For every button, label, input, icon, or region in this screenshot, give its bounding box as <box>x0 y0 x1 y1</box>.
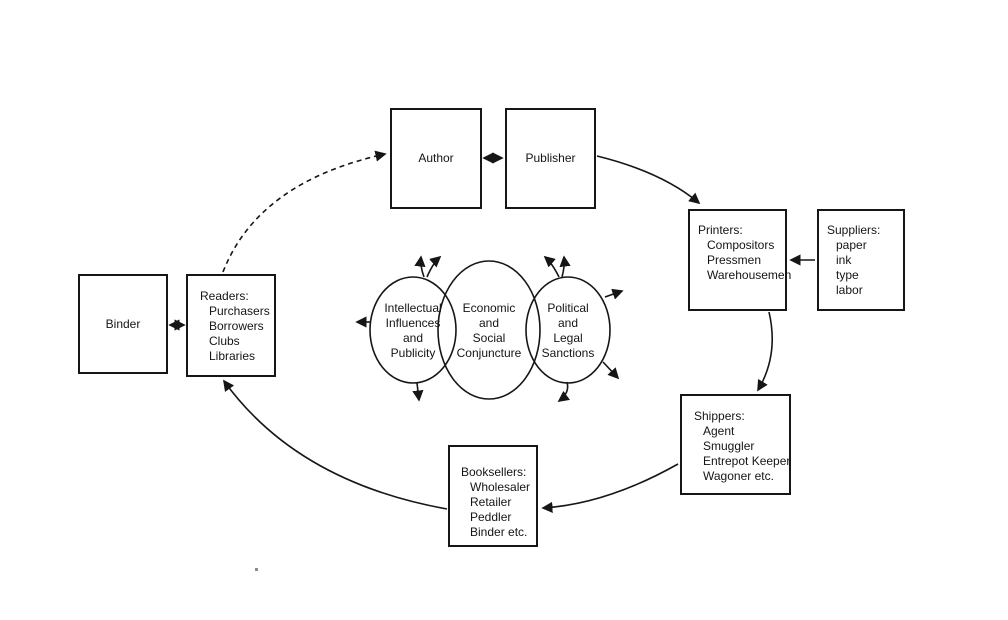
box-printers-title: Printers: <box>698 223 743 237</box>
box-suppliers <box>817 209 905 311</box>
box-shippers-item: Entrepot Keeper <box>703 454 791 468</box>
venn-arrow-left-top-right <box>427 257 440 277</box>
venn-left-line: Publicity <box>390 346 436 360</box>
box-readers-item: Purchasers <box>209 304 270 318</box>
box-readers <box>186 274 276 377</box>
venn-arrow-left-bottom <box>417 383 419 400</box>
box-booksellers-item: Retailer <box>470 495 512 509</box>
box-shippers <box>680 394 791 495</box>
box-binder <box>78 274 168 374</box>
box-booksellers-title: Booksellers: <box>461 465 527 479</box>
venn-arrow-right-top-up <box>562 257 564 277</box>
box-author <box>390 108 482 209</box>
venn-arrow-left-top-up <box>421 257 424 277</box>
box-printers-item: Compositors <box>707 238 775 252</box>
box-suppliers-item: ink <box>836 253 852 267</box>
arrow-publisher-to-printers <box>597 156 699 203</box>
venn-center-line: Conjuncture <box>456 346 522 360</box>
venn-right-line: Legal <box>553 331 583 345</box>
arrow-printers-to-shippers <box>758 312 772 390</box>
box-shippers-title: Shippers: <box>694 409 745 423</box>
box-booksellers-item: Binder etc. <box>470 525 528 539</box>
box-shippers-item: Agent <box>703 424 735 438</box>
box-printers <box>688 209 792 311</box>
arrow-shippers-to-booksellers <box>543 464 678 508</box>
venn-left-line: Intellectual <box>384 301 442 315</box>
venn-right-line: and <box>557 316 579 330</box>
box-publisher <box>505 108 596 209</box>
venn-arrow-right-bottom <box>559 382 568 401</box>
venn-center-line: Economic <box>462 301 516 315</box>
box-readers-item: Clubs <box>209 334 240 348</box>
arrow-readers-to-author-dashed <box>223 154 385 272</box>
arrow-booksellers-to-readers <box>224 381 447 509</box>
venn-right-label <box>508 301 628 361</box>
venn-center-line: and <box>478 316 500 330</box>
box-readers-item: Borrowers <box>209 319 264 333</box>
box-shippers-item: Smuggler <box>703 439 755 453</box>
box-binder-label: Binder <box>105 316 141 331</box>
box-booksellers-item: Peddler <box>470 510 512 524</box>
venn-center-line: Social <box>472 331 506 345</box>
venn-right-line: Sanctions <box>541 346 595 360</box>
box-shippers-item: Wagoner etc. <box>703 469 774 483</box>
box-suppliers-item: paper <box>836 238 867 252</box>
box-booksellers <box>448 445 538 547</box>
venn-left-line: and <box>402 331 424 345</box>
box-author-label: Author <box>418 151 454 165</box>
box-publisher-label: Publisher <box>525 151 576 165</box>
box-suppliers-title: Suppliers: <box>827 223 881 237</box>
box-suppliers-item: labor <box>836 283 863 297</box>
scan-artifact-dot <box>255 568 258 571</box>
venn-arrow-east-up <box>605 291 622 297</box>
box-printers-item: Pressmen <box>707 253 762 267</box>
box-readers-item: Libraries <box>209 349 256 363</box>
venn-right-line: Political <box>547 301 589 315</box>
box-suppliers-item: type <box>836 268 859 282</box>
venn-arrow-right-top-left <box>545 257 559 277</box>
box-readers-title: Readers: <box>200 289 249 303</box>
box-booksellers-item: Wholesaler <box>470 480 531 494</box>
venn-arrow-east-down <box>603 362 618 378</box>
venn-left-line: Influences <box>385 316 441 330</box>
box-printers-item: Warehousemen <box>707 268 792 282</box>
